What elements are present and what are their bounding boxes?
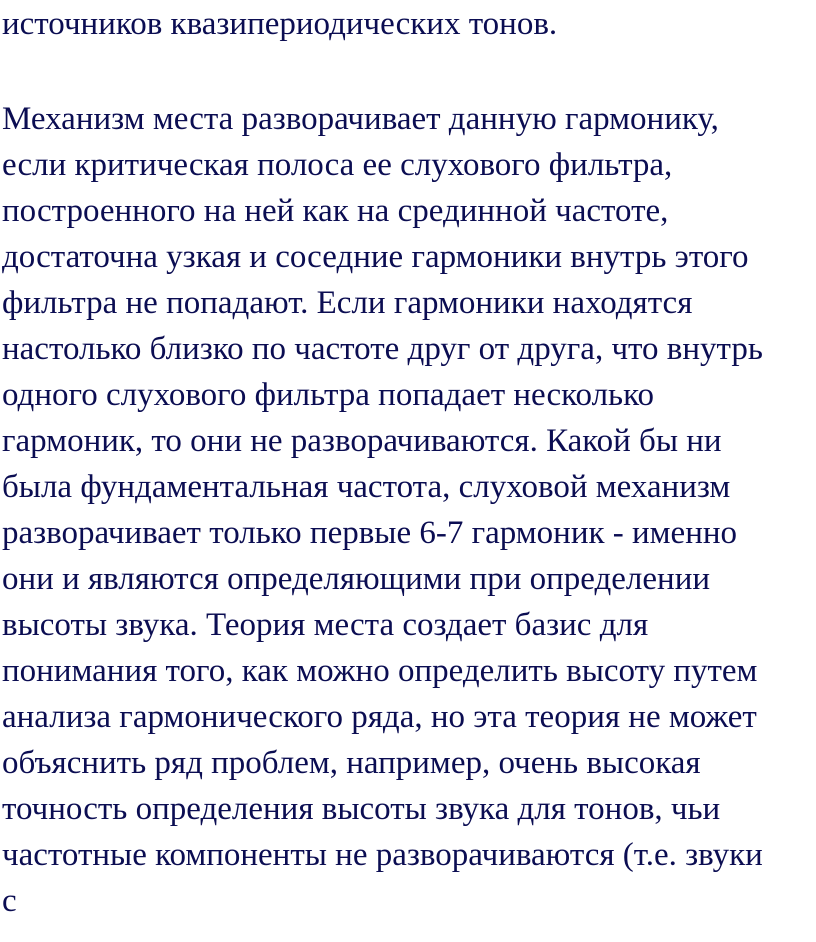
text-line: объяснить ряд проблем, например, очень высокая (2, 745, 701, 781)
text-line: построенного на ней как на срединной частоте, (2, 193, 669, 229)
text-line: понимания того, как можно определить высоту путем (2, 653, 758, 689)
text-line: фильтра не попадают. Если гармоники находятся (2, 285, 693, 321)
text-line: разворачивает только первые 6-7 гармоник - именно (2, 515, 738, 551)
text-line: настолько близко по частоте друг от друга, что внутрь (2, 331, 763, 367)
text-line: была фундаментальная частота, слуховой механизм (2, 469, 731, 505)
text-line: Механизм места разворачивает данную гармонику, (2, 101, 719, 137)
text-line: достаточна узкая и соседние гармоники внутрь этого (2, 239, 749, 275)
text-line: с (2, 883, 17, 919)
text-line: они и являются определяющими при определении (2, 561, 711, 597)
text-line: точность определения высоты звука для тонов, чьи (2, 791, 721, 827)
text-line: одного слухового фильтра попадает несколько (2, 377, 654, 413)
text-line: гармоник, то они не разворачиваются. Какой бы ни (2, 423, 722, 459)
text-line: анализа гармонического ряда, но эта теория не может (2, 699, 757, 735)
text-line: если критическая полоса ее слухового фильтра, (2, 147, 673, 183)
text-line: высоты звука. Теория места создает базис для (2, 607, 649, 643)
text-line: частотные компоненты не разворачиваются (т.е. звуки (2, 837, 763, 873)
text-line-intro: источников квазипериодических тонов. (2, 6, 558, 42)
